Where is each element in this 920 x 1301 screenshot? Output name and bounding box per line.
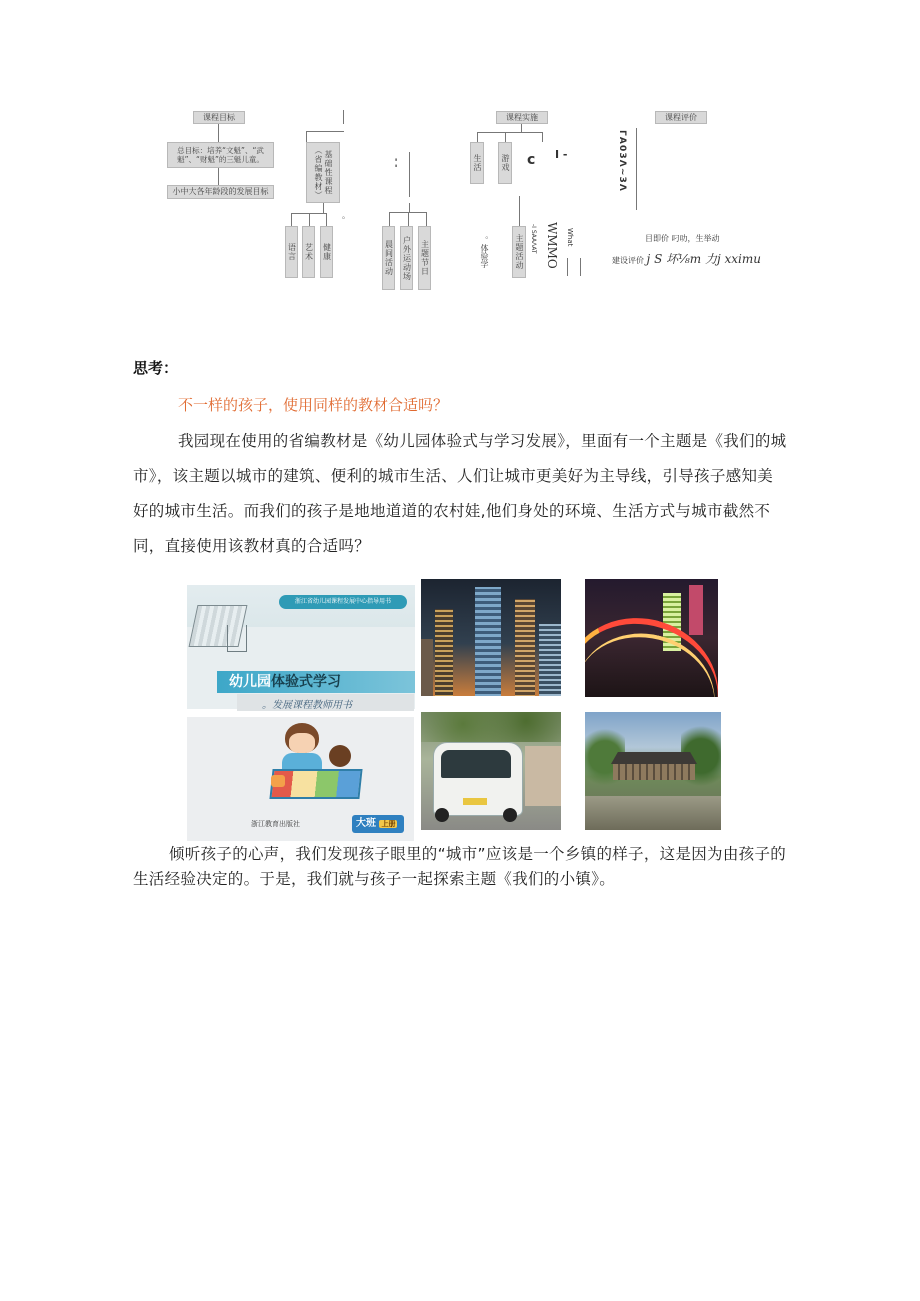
fragment-dot: 。	[342, 211, 350, 220]
cover-subtitle: 。发展课程教师用书	[262, 700, 352, 711]
eval-fragment: Γ A 0 3 Λ ~ 3 Λ	[617, 130, 627, 190]
bus-windshield	[441, 750, 511, 778]
fragment-wmmo: WMMO	[545, 222, 559, 269]
connector-line	[636, 128, 637, 210]
town-bus-photo	[421, 712, 561, 830]
fragment-small: -I SAAΛAT	[530, 224, 537, 254]
level-badge	[352, 815, 404, 833]
question-heading: 不一样的孩子，使用同样的教材合适吗？	[178, 396, 449, 414]
textbook-cover-photo	[187, 585, 415, 709]
tower	[435, 609, 453, 696]
chair-illustration	[227, 625, 247, 652]
stage-goal-box: 小中大各年龄段的发展目标	[167, 185, 274, 199]
tower	[421, 639, 433, 696]
paragraph-2: 倾听孩子的心声，我们发现孩子眼里的“城市”应该是一个乡镇的样子，这是因为由孩子的生活经验决定的。于是，我们就与孩子一起探索主题《我们的小镇》。	[133, 845, 787, 888]
cover-title	[229, 671, 341, 693]
connector-line	[306, 131, 344, 132]
sub-art-box: 艺术	[302, 226, 315, 278]
city-skyline-photo	[421, 579, 561, 696]
eval-line-2a: 建设评价	[612, 256, 644, 265]
sub-outdoor-box: 户外运动场	[400, 226, 413, 290]
connector-line	[323, 203, 324, 213]
eval-line-1: 目即价 叼叻，生举动	[645, 234, 720, 243]
connector-line	[542, 132, 543, 142]
child-small-head	[329, 745, 351, 767]
course-goal-box: 课程目标	[193, 111, 245, 124]
sub-festival-box: 主题节日	[418, 226, 431, 290]
impl-note: 。体验学	[480, 236, 489, 268]
level-label: 大班	[356, 818, 376, 829]
bridge-roof	[611, 752, 697, 764]
tower	[689, 585, 703, 635]
tower	[539, 624, 561, 696]
tree-canopy	[421, 712, 561, 742]
river	[585, 796, 721, 830]
cover-title-b: 体验式学习	[271, 674, 341, 690]
course-eval-box: 课程评价	[655, 111, 707, 124]
sub-health-box: 健康	[320, 226, 333, 278]
fragment-dash: I -	[555, 148, 568, 161]
connector-line	[505, 132, 506, 142]
course-impl-box: 课程实施	[496, 111, 548, 124]
connector-line	[567, 258, 568, 276]
textbook-children-photo	[187, 717, 414, 841]
fragment-what: What	[566, 228, 574, 247]
impl-game-box: 游戏	[498, 142, 512, 184]
connector-line	[409, 203, 410, 212]
connector-line	[326, 213, 327, 226]
paragraph-1: 我园现在使用的省编教材是《幼儿园体验式与学习发展》，里面有一个主题是《我们的城市》，该主题以城市的建筑、便利的城市生活、人们让城市更美好为主导线，引导孩子感知美好的城市生活。而我们的孩子是地地道道的农村娃,他们身处的环境、生活方式与城市截然不同，直接使用该教材真的合适吗？	[133, 432, 787, 555]
publisher-logo: 浙江教育出版社	[251, 820, 300, 828]
level-sub-label: 上册	[381, 820, 396, 828]
connector-line	[477, 132, 478, 142]
connector-line	[426, 212, 427, 226]
connector-line	[409, 152, 410, 197]
connector-line	[389, 212, 390, 226]
cover-title-a: 幼儿园	[229, 674, 271, 690]
connector-line	[519, 196, 520, 226]
sub-morning-box: 晨间活动	[382, 226, 395, 290]
basic-course-box: 基础性课程（省编教材）	[306, 142, 340, 203]
connector-line	[521, 124, 522, 132]
bus-wheel	[435, 808, 449, 822]
section-heading: 思考：	[133, 359, 179, 377]
connector-line	[580, 258, 581, 276]
tower	[475, 587, 501, 696]
connector-line	[218, 168, 219, 185]
connector-line	[309, 213, 310, 226]
overall-goal-box: 总目标：培养“文魁”、“武魁”、“财魁”的三魁儿童。	[167, 142, 274, 168]
connector-line	[408, 212, 409, 226]
toy-icons	[271, 775, 285, 787]
fragment-dots: - -	[392, 158, 401, 168]
bus-wheel	[503, 808, 517, 822]
connector-line	[218, 124, 219, 142]
eval-line-2b: j S 坏⅛m 力j xximu	[646, 252, 761, 266]
bus-plate	[463, 798, 487, 805]
impl-life-box: 生活	[470, 142, 484, 184]
covered-bridge-photo	[585, 712, 721, 830]
shop-front	[525, 746, 561, 806]
cover-banner: 浙江省幼儿园课程发展中心指导用书	[279, 595, 407, 609]
connector-line	[343, 110, 344, 124]
connector-line	[477, 132, 543, 133]
sub-language-box: 语言	[285, 226, 298, 278]
impl-theme-box: 主题活动	[512, 226, 526, 278]
connector-line	[291, 213, 292, 226]
child-face	[289, 733, 315, 753]
bridge-deck	[613, 764, 695, 780]
city-night-road-photo	[585, 579, 718, 697]
fragment-c: c	[527, 152, 536, 168]
tower	[515, 599, 535, 696]
eval-line-2	[612, 250, 761, 267]
